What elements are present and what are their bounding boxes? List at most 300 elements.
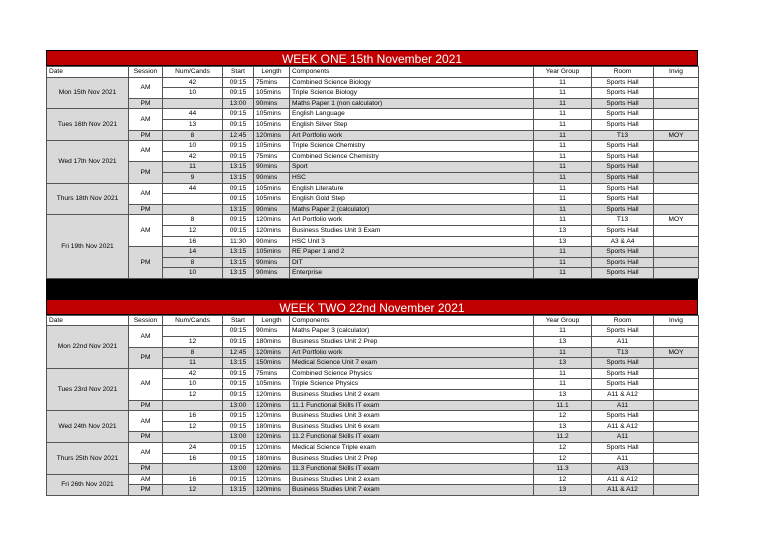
year-group-cell: 11 [534, 162, 592, 173]
length-cell: 105mins [254, 141, 290, 152]
num-cands-cell: 8 [163, 347, 223, 358]
year-group-cell: 11 [534, 98, 592, 109]
exam-date: Tues 16th Nov 2021 [47, 109, 129, 141]
table-row [47, 141, 699, 152]
room-cell: A3 & A4 [592, 236, 654, 247]
session-cell: AM [129, 77, 163, 98]
num-cands-cell: 44 [163, 183, 223, 194]
session-cell: PM [129, 464, 163, 475]
room-cell: Sports Hall [592, 151, 654, 162]
header-row [47, 67, 699, 78]
num-cands-cell [163, 432, 223, 443]
component-cell: English Literature [290, 183, 534, 194]
start-time-cell: 13:15 [223, 268, 254, 279]
length-cell: 120mins [254, 432, 290, 443]
room-cell: Sports Hall [592, 257, 654, 268]
invigilator-cell: MOY [654, 130, 699, 141]
length-cell: 120mins [254, 443, 290, 454]
num-cands-cell: 13 [163, 119, 223, 130]
room-cell: Sports Hall [592, 141, 654, 152]
start-time-cell: 13:15 [223, 257, 254, 268]
invigilator-cell [654, 109, 699, 120]
invigilator-cell [654, 151, 699, 162]
length-cell: 75mins [254, 368, 290, 379]
length-cell: 120mins [254, 474, 290, 485]
invigilator-cell [654, 77, 699, 88]
length-cell: 120mins [254, 464, 290, 475]
component-cell: Enterprise [290, 268, 534, 279]
session-cell: AM [129, 368, 163, 400]
column-header: Room [592, 315, 654, 326]
length-cell: 120mins [254, 400, 290, 411]
column-header: Length [254, 67, 290, 78]
session-cell: AM [129, 183, 163, 204]
table-row [47, 247, 699, 258]
length-cell: 180mins [254, 421, 290, 432]
length-cell: 120mins [254, 225, 290, 236]
length-cell: 180mins [254, 453, 290, 464]
start-time-cell: 09:15 [223, 225, 254, 236]
room-cell: A11 & A12 [592, 485, 654, 496]
start-time-cell: 13:15 [223, 162, 254, 173]
year-group-cell: 11 [534, 77, 592, 88]
invigilator-cell [654, 268, 699, 279]
start-time-cell: 09:15 [223, 141, 254, 152]
length-cell: 90mins [254, 257, 290, 268]
session-cell: AM [129, 215, 163, 247]
exam-date: Tues 23rd Nov 2021 [47, 368, 129, 410]
room-cell: Sports Hall [592, 247, 654, 258]
num-cands-cell: 14 [163, 247, 223, 258]
invigilator-cell [654, 194, 699, 205]
component-cell: Art Portfolio work [290, 130, 534, 141]
room-cell: Sports Hall [592, 119, 654, 130]
invigilator-cell [654, 421, 699, 432]
num-cands-cell: 24 [163, 443, 223, 454]
room-cell: A11 [592, 400, 654, 411]
start-time-cell: 09:15 [223, 194, 254, 205]
start-time-cell: 09:15 [223, 379, 254, 390]
year-group-cell: 11 [534, 204, 592, 215]
room-cell: Sports Hall [592, 225, 654, 236]
room-cell: Sports Hall [592, 183, 654, 194]
header-row [47, 315, 699, 326]
exam-date: Wed 24th Nov 2021 [47, 411, 129, 443]
year-group-cell: 13 [534, 358, 592, 369]
exam-date: Fri 26th Nov 2021 [47, 474, 129, 495]
room-cell: Sports Hall [592, 326, 654, 337]
exam-date: Fri 19th Nov 2021 [47, 215, 129, 279]
session-cell: PM [129, 204, 163, 215]
year-group-cell: 11 [534, 183, 592, 194]
length-cell: 105mins [254, 109, 290, 120]
room-cell: T13 [592, 215, 654, 226]
invigilator-cell [654, 88, 699, 99]
invigilator-cell [654, 257, 699, 268]
session-cell: PM [129, 485, 163, 496]
start-time-cell: 13:15 [223, 247, 254, 258]
length-cell: 105mins [254, 183, 290, 194]
session-cell: PM [129, 400, 163, 411]
column-header: Year Group [534, 67, 592, 78]
room-cell: Sports Hall [592, 162, 654, 173]
column-header: Date [47, 315, 129, 326]
column-header: Components [290, 67, 534, 78]
num-cands-cell: 8 [163, 130, 223, 141]
start-time-cell: 13:15 [223, 172, 254, 183]
component-cell: Sport [290, 162, 534, 173]
room-cell: Sports Hall [592, 194, 654, 205]
week-table [46, 315, 699, 496]
component-cell: Business Studies Unit 2 exam [290, 390, 534, 401]
component-cell: Combined Science Biology [290, 77, 534, 88]
component-cell: 11.1 Functional Skills IT exam [290, 400, 534, 411]
table-row [47, 77, 699, 88]
component-cell: Maths Paper 1 (non calculator) [290, 98, 534, 109]
year-group-cell: 11.2 [534, 432, 592, 443]
year-group-cell: 11.1 [534, 400, 592, 411]
room-cell: A11 [592, 453, 654, 464]
length-cell: 90mins [254, 326, 290, 337]
session-cell: AM [129, 474, 163, 485]
length-cell: 120mins [254, 215, 290, 226]
room-cell: Sports Hall [592, 98, 654, 109]
num-cands-cell: 8 [163, 257, 223, 268]
component-cell: HSC Unit 3 [290, 236, 534, 247]
start-time-cell: 13:00 [223, 464, 254, 475]
start-time-cell: 09:15 [223, 183, 254, 194]
session-cell: AM [129, 411, 163, 432]
year-group-cell: 11 [534, 88, 592, 99]
start-time-cell: 13:00 [223, 98, 254, 109]
year-group-cell: 11 [534, 257, 592, 268]
invigilator-cell: MOY [654, 215, 699, 226]
invigilator-cell [654, 464, 699, 475]
num-cands-cell: 11 [163, 162, 223, 173]
length-cell: 90mins [254, 162, 290, 173]
session-cell: PM [129, 347, 163, 368]
component-cell: Triple Science Physics [290, 379, 534, 390]
room-cell: A11 [592, 337, 654, 348]
component-cell: Art Portfolio work [290, 347, 534, 358]
table-row [47, 204, 699, 215]
start-time-cell: 12:45 [223, 130, 254, 141]
start-time-cell: 09:15 [223, 215, 254, 226]
invigilator-cell [654, 326, 699, 337]
table-row [47, 215, 699, 226]
component-cell: Maths Paper 3 (calculator) [290, 326, 534, 337]
table-row [47, 411, 699, 422]
year-group-cell: 12 [534, 453, 592, 464]
invigilator-cell [654, 183, 699, 194]
num-cands-cell: 16 [163, 474, 223, 485]
year-group-cell: 13 [534, 390, 592, 401]
room-cell: Sports Hall [592, 368, 654, 379]
start-time-cell: 09:15 [223, 109, 254, 120]
component-cell: HSC [290, 172, 534, 183]
year-group-cell: 11 [534, 347, 592, 358]
num-cands-cell [163, 400, 223, 411]
length-cell: 75mins [254, 151, 290, 162]
length-cell: 90mins [254, 236, 290, 247]
session-cell: AM [129, 326, 163, 347]
room-cell: Sports Hall [592, 268, 654, 279]
num-cands-cell [163, 464, 223, 475]
exam-date: Mon 15th Nov 2021 [47, 77, 129, 109]
year-group-cell: 12 [534, 474, 592, 485]
session-cell: PM [129, 130, 163, 141]
room-cell: A13 [592, 464, 654, 475]
component-cell: Medical Science Triple exam [290, 443, 534, 454]
table-row [47, 98, 699, 109]
year-group-cell: 13 [534, 485, 592, 496]
year-group-cell: 11 [534, 130, 592, 141]
invigilator-cell [654, 172, 699, 183]
length-cell: 90mins [254, 172, 290, 183]
table-row [47, 368, 699, 379]
room-cell: Sports Hall [592, 172, 654, 183]
table-row [47, 485, 699, 496]
component-cell: English Gold Step [290, 194, 534, 205]
exam-date: Thurs 25th Nov 2021 [47, 443, 129, 475]
year-group-cell: 11 [534, 326, 592, 337]
exam-timetable [46, 50, 698, 496]
component-cell: RE Paper 1 and 2 [290, 247, 534, 258]
num-cands-cell [163, 98, 223, 109]
room-cell: A11 [592, 432, 654, 443]
room-cell: Sports Hall [592, 88, 654, 99]
session-cell: AM [129, 141, 163, 162]
year-group-cell: 11 [534, 151, 592, 162]
component-cell: Triple Science Chemistry [290, 141, 534, 152]
invigilator-cell [654, 98, 699, 109]
component-cell: Art Portfolio work [290, 215, 534, 226]
length-cell: 105mins [254, 379, 290, 390]
year-group-cell: 12 [534, 411, 592, 422]
room-cell: Sports Hall [592, 77, 654, 88]
invigilator-cell: MOY [654, 347, 699, 358]
week-separator [46, 279, 698, 299]
start-time-cell: 09:15 [223, 326, 254, 337]
start-time-cell: 09:15 [223, 337, 254, 348]
room-cell: A11 & A12 [592, 390, 654, 401]
num-cands-cell: 11 [163, 358, 223, 369]
invigilator-cell [654, 141, 699, 152]
room-cell: Sports Hall [592, 109, 654, 120]
invigilator-cell [654, 225, 699, 236]
exam-date: Thurs 18th Nov 2021 [47, 183, 129, 215]
room-cell: A11 & A12 [592, 474, 654, 485]
num-cands-cell: 8 [163, 215, 223, 226]
component-cell: Combined Science Physics [290, 368, 534, 379]
component-cell: 11.3 Functional Skills IT exam [290, 464, 534, 475]
component-cell: Maths Paper 2 (calculator) [290, 204, 534, 215]
year-group-cell: 11 [534, 109, 592, 120]
start-time-cell: 09:15 [223, 390, 254, 401]
invigilator-cell [654, 337, 699, 348]
year-group-cell: 11.3 [534, 464, 592, 475]
num-cands-cell: 12 [163, 390, 223, 401]
component-cell: English Silver Step [290, 119, 534, 130]
length-cell: 120mins [254, 411, 290, 422]
invigilator-cell [654, 474, 699, 485]
start-time-cell: 09:15 [223, 421, 254, 432]
num-cands-cell: 16 [163, 453, 223, 464]
column-header: Session [129, 67, 163, 78]
room-cell: T13 [592, 130, 654, 141]
invigilator-cell [654, 368, 699, 379]
length-cell: 120mins [254, 485, 290, 496]
column-header: Session [129, 315, 163, 326]
length-cell: 90mins [254, 204, 290, 215]
length-cell: 105mins [254, 88, 290, 99]
room-cell: A11 & A12 [592, 421, 654, 432]
start-time-cell: 13:15 [223, 358, 254, 369]
invigilator-cell [654, 411, 699, 422]
year-group-cell: 11 [534, 268, 592, 279]
num-cands-cell: 10 [163, 141, 223, 152]
start-time-cell: 09:15 [223, 368, 254, 379]
table-row [47, 347, 699, 358]
session-cell: PM [129, 247, 163, 279]
room-cell: Sports Hall [592, 379, 654, 390]
num-cands-cell: 44 [163, 109, 223, 120]
column-header: Start [223, 67, 254, 78]
num-cands-cell: 16 [163, 236, 223, 247]
num-cands-cell: 42 [163, 151, 223, 162]
column-header: Components [290, 315, 534, 326]
column-header: Room [592, 67, 654, 78]
num-cands-cell: 12 [163, 225, 223, 236]
num-cands-cell [163, 204, 223, 215]
length-cell: 180mins [254, 337, 290, 348]
room-cell: Sports Hall [592, 443, 654, 454]
year-group-cell: 13 [534, 337, 592, 348]
session-cell: PM [129, 432, 163, 443]
invigilator-cell [654, 379, 699, 390]
num-cands-cell: 9 [163, 172, 223, 183]
start-time-cell: 09:15 [223, 77, 254, 88]
start-time-cell: 09:15 [223, 443, 254, 454]
column-header: Invig [654, 67, 699, 78]
invigilator-cell [654, 453, 699, 464]
start-time-cell: 09:15 [223, 151, 254, 162]
invigilator-cell [654, 236, 699, 247]
table-row [47, 443, 699, 454]
year-group-cell: 13 [534, 236, 592, 247]
invigilator-cell [654, 443, 699, 454]
num-cands-cell: 12 [163, 421, 223, 432]
year-group-cell: 12 [534, 443, 592, 454]
invigilator-cell [654, 358, 699, 369]
year-group-cell: 11 [534, 247, 592, 258]
year-group-cell: 11 [534, 141, 592, 152]
invigilator-cell [654, 485, 699, 496]
num-cands-cell: 12 [163, 485, 223, 496]
length-cell: 105mins [254, 194, 290, 205]
component-cell: Combined Science Chemistry [290, 151, 534, 162]
start-time-cell: 13:15 [223, 204, 254, 215]
room-cell: Sports Hall [592, 204, 654, 215]
invigilator-cell [654, 247, 699, 258]
component-cell: Business Studies Unit 6 exam [290, 421, 534, 432]
length-cell: 105mins [254, 119, 290, 130]
start-time-cell: 11:30 [223, 236, 254, 247]
component-cell: DIT [290, 257, 534, 268]
session-cell: PM [129, 98, 163, 109]
num-cands-cell: 10 [163, 268, 223, 279]
length-cell: 75mins [254, 77, 290, 88]
year-group-cell: 11 [534, 368, 592, 379]
start-time-cell: 09:15 [223, 119, 254, 130]
component-cell: Business Studies Unit 3 Exam [290, 225, 534, 236]
start-time-cell: 13:00 [223, 400, 254, 411]
exam-date: Mon 22nd Nov 2021 [47, 326, 129, 368]
column-header: Date [47, 67, 129, 78]
year-group-cell: 11 [534, 172, 592, 183]
start-time-cell: 09:15 [223, 474, 254, 485]
room-cell: Sports Hall [592, 358, 654, 369]
component-cell: Business Studies Unit 3 exam [290, 411, 534, 422]
table-row [47, 474, 699, 485]
component-cell: Medical Science Unit 7 exam [290, 358, 534, 369]
table-row [47, 464, 699, 475]
column-header: Start [223, 315, 254, 326]
session-cell: AM [129, 109, 163, 130]
num-cands-cell: 10 [163, 88, 223, 99]
column-header: Year Group [534, 315, 592, 326]
table-row [47, 109, 699, 120]
num-cands-cell: 16 [163, 411, 223, 422]
table-row [47, 400, 699, 411]
start-time-cell: 09:15 [223, 411, 254, 422]
component-cell: English Language [290, 109, 534, 120]
table-row [47, 183, 699, 194]
exam-date: Wed 17th Nov 2021 [47, 141, 129, 183]
start-time-cell: 13:00 [223, 432, 254, 443]
table-row [47, 130, 699, 141]
invigilator-cell [654, 432, 699, 443]
table-row [47, 432, 699, 443]
session-cell: AM [129, 443, 163, 464]
length-cell: 90mins [254, 98, 290, 109]
invigilator-cell [654, 390, 699, 401]
component-cell: Business Studies Unit 7 exam [290, 485, 534, 496]
week-title: WEEK TWO 22nd November 2021 [46, 299, 698, 315]
column-header: Num/Cands [163, 67, 223, 78]
num-cands-cell: 42 [163, 77, 223, 88]
invigilator-cell [654, 400, 699, 411]
length-cell: 150mins [254, 358, 290, 369]
room-cell: Sports Hall [592, 411, 654, 422]
component-cell: Business Studies Unit 2 Prep [290, 337, 534, 348]
column-header: Num/Cands [163, 315, 223, 326]
length-cell: 120mins [254, 130, 290, 141]
component-cell: Business Studies Unit 2 Prep [290, 453, 534, 464]
year-group-cell: 11 [534, 194, 592, 205]
start-time-cell: 13:15 [223, 485, 254, 496]
component-cell: Triple Science Biology [290, 88, 534, 99]
year-group-cell: 13 [534, 421, 592, 432]
num-cands-cell [163, 194, 223, 205]
length-cell: 120mins [254, 347, 290, 358]
table-row [47, 162, 699, 173]
start-time-cell: 09:15 [223, 88, 254, 99]
year-group-cell: 11 [534, 119, 592, 130]
start-time-cell: 09:15 [223, 453, 254, 464]
length-cell: 90mins [254, 268, 290, 279]
year-group-cell: 11 [534, 215, 592, 226]
